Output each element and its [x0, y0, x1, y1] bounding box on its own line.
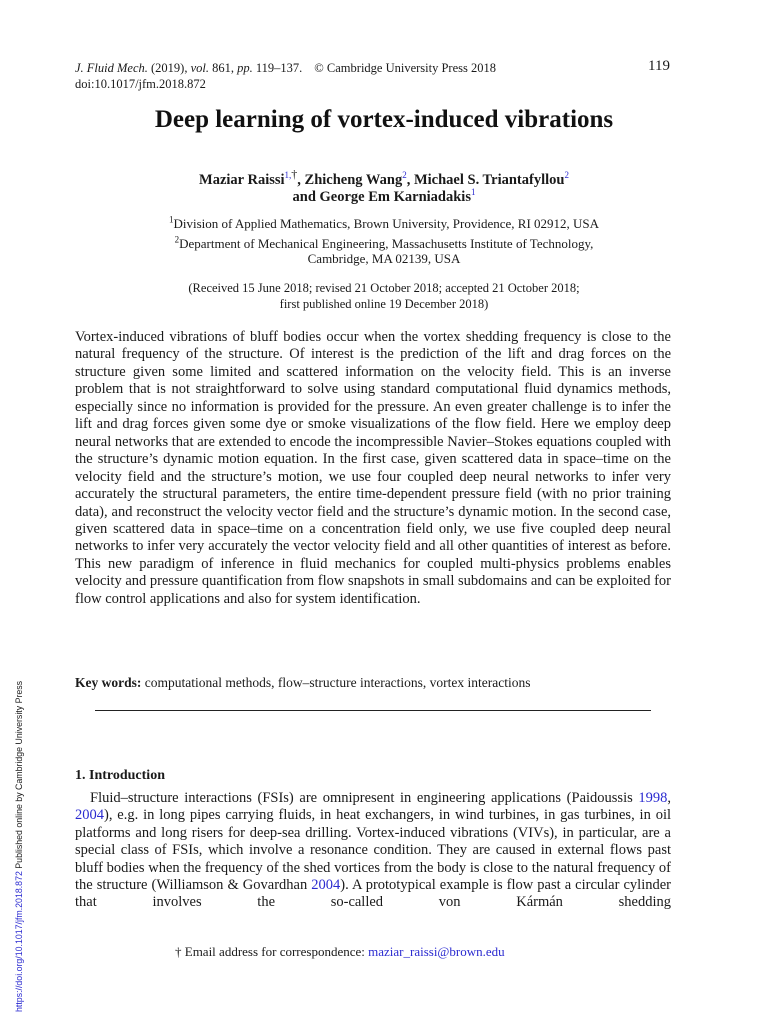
section-heading-introduction: 1. Introduction [75, 768, 165, 783]
citation-year: (2019), [147, 61, 191, 75]
author-wang-affil[interactable]: 2 [402, 170, 407, 181]
running-header [75, 60, 496, 76]
page-number: 119 [648, 58, 670, 74]
footnote: † Email address for correspondence: maziar_raissi@brown.edu [175, 944, 505, 959]
author-triantafyllou-affil[interactable]: 2 [564, 170, 569, 181]
introduction-paragraph: Fluid–structure interactions (FSIs) are omnipresent in engineering applications (Paidoussis 1998, 2004), e.g. in long pipes carrying fluids, in heat exchangers, in wind turbines, in gas turbines, in oil platforms and long risers for deep-sea drilling. Vortex-induced vibrations (VIVs), in particular, are a special class of FSIs, which involve a resonance condition. They are caused in external flows past bluff bodies when the frequency of the shed vortices from the body is close to the natural frequency of the structure (Williamson & Govardhan 2004). A prototypical example is flow past a circular cylinder that involves the so-called von Kármán shedding [75, 790, 671, 911]
keywords-list: computational methods, flow–structure interactions, vortex interactions [141, 675, 531, 690]
author-wang: Zhicheng Wang [304, 172, 403, 188]
author-triantafyllou: Michael S. Triantafyllou [413, 172, 565, 188]
author-karniadakis: George Em Karniadakis [319, 189, 471, 205]
abstract: Vortex-induced vibrations of bluff bodies occur when the vortex shedding frequency is close to the natural frequency of the structure. Of interest is the prediction of the lift and drag forces on the structure given some limited and scattered information on the velocity field. This is an inverse problem that is not straightforward to solve using standard computational fluid dynamics methods, especially since no information is provided for the pressure. An even greater challenge is to infer the lift and drag forces given some dye or smoke visualizations of the flow field. Here we employ deep neural networks that are extended to encode the incompressible Navier–Stokes equations coupled with the structure’s dynamic motion equation. In the first case, given scattered data in space–time on the velocity field and the structure’s motion, we use four coupled deep neural networks to infer very accurately the structural parameters, the entire time-dependent pressure field (with no prior training data), and reconstruct the velocity vector field and the structure’s dynamic motion. In the second case, given scattered data in space–time on a concentration field only, we use five coupled deep neural networks to infer very accurately the vector velocity field and all other quantities of interest as before. This new paradigm of inference in fluid mechanics for coupled multi-physics problems enables velocity and pressure quantification from flow snapshots in small subdomains and can be exploited for flow control applications and also for system identification. [75, 329, 671, 607]
author-line-2: and George Em Karniadakis$^1$ [292, 187, 476, 205]
citation-link-1998[interactable]: 1998 [638, 790, 668, 806]
section-divider [95, 710, 651, 711]
volume-label: vol. [190, 61, 209, 75]
affiliation-2-line-2: Cambridge, MA 02139, USA [307, 251, 461, 266]
corresponding-dagger: † [291, 167, 298, 182]
footnote-dagger: † [175, 944, 182, 959]
author-raissi: Maziar Raissi [199, 172, 285, 188]
pages-label: pp. [237, 61, 253, 75]
published-date: first published online 19 December 2018) [279, 297, 489, 311]
volume-number: 861, [209, 61, 238, 75]
citation-link-2004b[interactable]: 2004 [311, 877, 341, 894]
paper-title: Deep learning of vortex-induced vibrations [154, 106, 614, 133]
keywords-label: Key words: [75, 675, 142, 690]
author-line-1: Maziar Raissi$^{1,\dagger}$, Zhicheng Wang$^2$, Michael S. Triantafyllou$^2$ [199, 167, 569, 188]
journal-name: J. Fluid Mech. [75, 61, 148, 75]
author-raissi-affil[interactable]: 1, [284, 170, 292, 181]
affiliation-1: $^1$Division of Applied Mathematics, Brown University, Providence, RI 02912, USA [168, 214, 600, 231]
author-karniadakis-affil[interactable]: 1 [470, 187, 476, 198]
page-range: 119–137. [252, 61, 303, 75]
correspondence-email-link[interactable]: maziar_raissi@brown.edu [368, 944, 505, 959]
article-doi: doi:10.1017/jfm.2018.872 [75, 77, 206, 91]
copyright-notice: © Cambridge University Press 2018 [314, 61, 496, 75]
keywords [75, 675, 675, 691]
side-doi-strip: https://doi.org/10.1017/jfm.2018.872 Published online by Cambridge University Press [14, 680, 24, 1012]
affiliation-2: $^2$Department of Mechanical Engineering, Massachusetts Institute of Technology, [174, 234, 594, 251]
citation-link-2004a[interactable]: 2004 [75, 807, 104, 824]
side-doi-link[interactable]: https://doi.org/10.1017/jfm.2018.872 [14, 871, 24, 1012]
received-dates: (Received 15 June 2018; revised 21 October 2018; accepted 21 October 2018; [188, 281, 580, 295]
